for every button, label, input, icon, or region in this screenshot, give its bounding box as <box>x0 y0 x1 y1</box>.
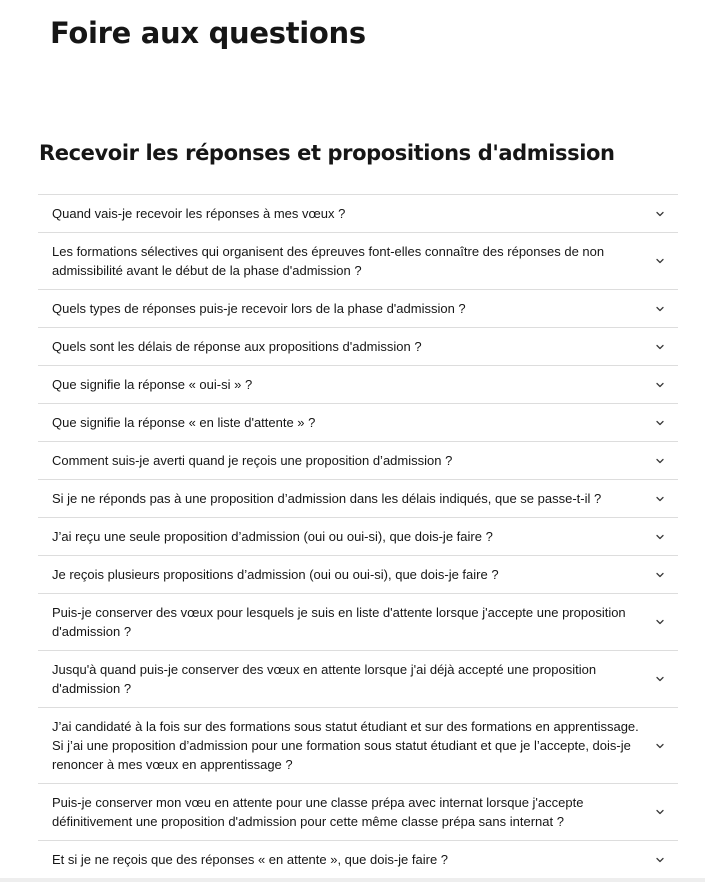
faq-question-toggle[interactable] <box>38 480 678 517</box>
faq-item <box>38 480 678 518</box>
faq-question-toggle[interactable] <box>38 195 678 232</box>
faq-question-toggle[interactable] <box>38 328 678 365</box>
page-bottom-edge <box>0 878 705 882</box>
faq-question-toggle[interactable] <box>38 233 678 289</box>
chevron-down-icon[interactable] <box>654 255 666 267</box>
faq-item <box>38 708 678 784</box>
faq-item <box>38 841 678 879</box>
faq-question-label: J’ai reçu une seule proposition d’admission (oui ou oui-si), que dois-je faire ? <box>52 529 493 544</box>
faq-question-toggle[interactable] <box>38 594 678 650</box>
section-title: Recevoir les réponses et propositions d'admission <box>39 141 615 165</box>
faq-question-toggle[interactable] <box>38 841 678 878</box>
chevron-down-icon[interactable] <box>654 854 666 866</box>
faq-item <box>38 195 678 233</box>
chevron-down-icon[interactable] <box>654 673 666 685</box>
chevron-down-icon[interactable] <box>654 616 666 628</box>
faq-question-label: Que signifie la réponse « oui-si » ? <box>52 377 253 392</box>
faq-item <box>38 784 678 841</box>
faq-item <box>38 366 678 404</box>
faq-question-label: Jusqu'à quand puis-je conserver des vœux en attente lorsque j'ai déjà accepté une proposition d'admission ? <box>52 662 597 696</box>
faq-item <box>38 518 678 556</box>
chevron-down-icon[interactable] <box>654 303 666 315</box>
faq-question-toggle[interactable] <box>38 556 678 593</box>
faq-question-toggle[interactable] <box>38 518 678 555</box>
chevron-down-icon[interactable] <box>654 806 666 818</box>
chevron-down-icon[interactable] <box>654 379 666 391</box>
chevron-down-icon[interactable] <box>654 455 666 467</box>
faq-question-label: Quand vais-je recevoir les réponses à mes vœux ? <box>52 206 346 221</box>
faq-question-toggle[interactable] <box>38 442 678 479</box>
faq-question-label: Si je ne réponds pas à une proposition d’admission dans les délais indiqués, que se passe-t-il ? <box>52 491 602 506</box>
chevron-down-icon[interactable] <box>654 417 666 429</box>
faq-question-toggle[interactable] <box>38 651 678 707</box>
page-title: Foire aux questions <box>50 16 366 50</box>
faq-item <box>38 651 678 708</box>
faq-item <box>38 290 678 328</box>
faq-question-label: Et si je ne reçois que des réponses « en attente », que dois-je faire ? <box>52 852 449 867</box>
faq-question-label: Que signifie la réponse « en liste d'attente » ? <box>52 415 316 430</box>
faq-question-toggle[interactable] <box>38 404 678 441</box>
chevron-down-icon[interactable] <box>654 740 666 752</box>
faq-question-label: Puis-je conserver mon vœu en attente pour une classe prépa avec internat lorsque j'accepte définitivement une proposition d'admission pour cette même classe prépa sans internat ? <box>52 795 584 829</box>
faq-question-label: Les formations sélectives qui organisent des épreuves font-elles connaître des réponses de non admissibilité avant le début de la phase d'admission ? <box>52 244 605 278</box>
faq-item <box>38 556 678 594</box>
faq-accordion <box>38 194 678 879</box>
faq-question-label: Quels sont les délais de réponse aux propositions d'admission ? <box>52 339 422 354</box>
chevron-down-icon[interactable] <box>654 493 666 505</box>
faq-question-toggle[interactable] <box>38 708 678 783</box>
faq-question-label: Je reçois plusieurs propositions d’admission (oui ou oui-si), que dois-je faire ? <box>52 567 499 582</box>
faq-question-toggle[interactable] <box>38 784 678 840</box>
faq-item <box>38 404 678 442</box>
faq-question-toggle[interactable] <box>38 290 678 327</box>
faq-question-label: Quels types de réponses puis-je recevoir lors de la phase d'admission ? <box>52 301 466 316</box>
faq-question-label: J’ai candidaté à la fois sur des formations sous statut étudiant et sur des formations en apprentissage. Si j’ai une proposition d’admission pour une formation sous statut étudiant et que je l’accepte, dois-je renoncer à mes vœux en apprentissage ? <box>52 719 639 772</box>
faq-item <box>38 328 678 366</box>
faq-item <box>38 594 678 651</box>
faq-question-toggle[interactable] <box>38 366 678 403</box>
faq-question-label: Comment suis-je averti quand je reçois une proposition d’admission ? <box>52 453 453 468</box>
chevron-down-icon[interactable] <box>654 341 666 353</box>
chevron-down-icon[interactable] <box>654 208 666 220</box>
faq-question-label: Puis-je conserver des vœux pour lesquels je suis en liste d'attente lorsque j'accepte une proposition d'admission ? <box>52 605 626 639</box>
faq-item <box>38 233 678 290</box>
faq-item <box>38 442 678 480</box>
chevron-down-icon[interactable] <box>654 569 666 581</box>
chevron-down-icon[interactable] <box>654 531 666 543</box>
